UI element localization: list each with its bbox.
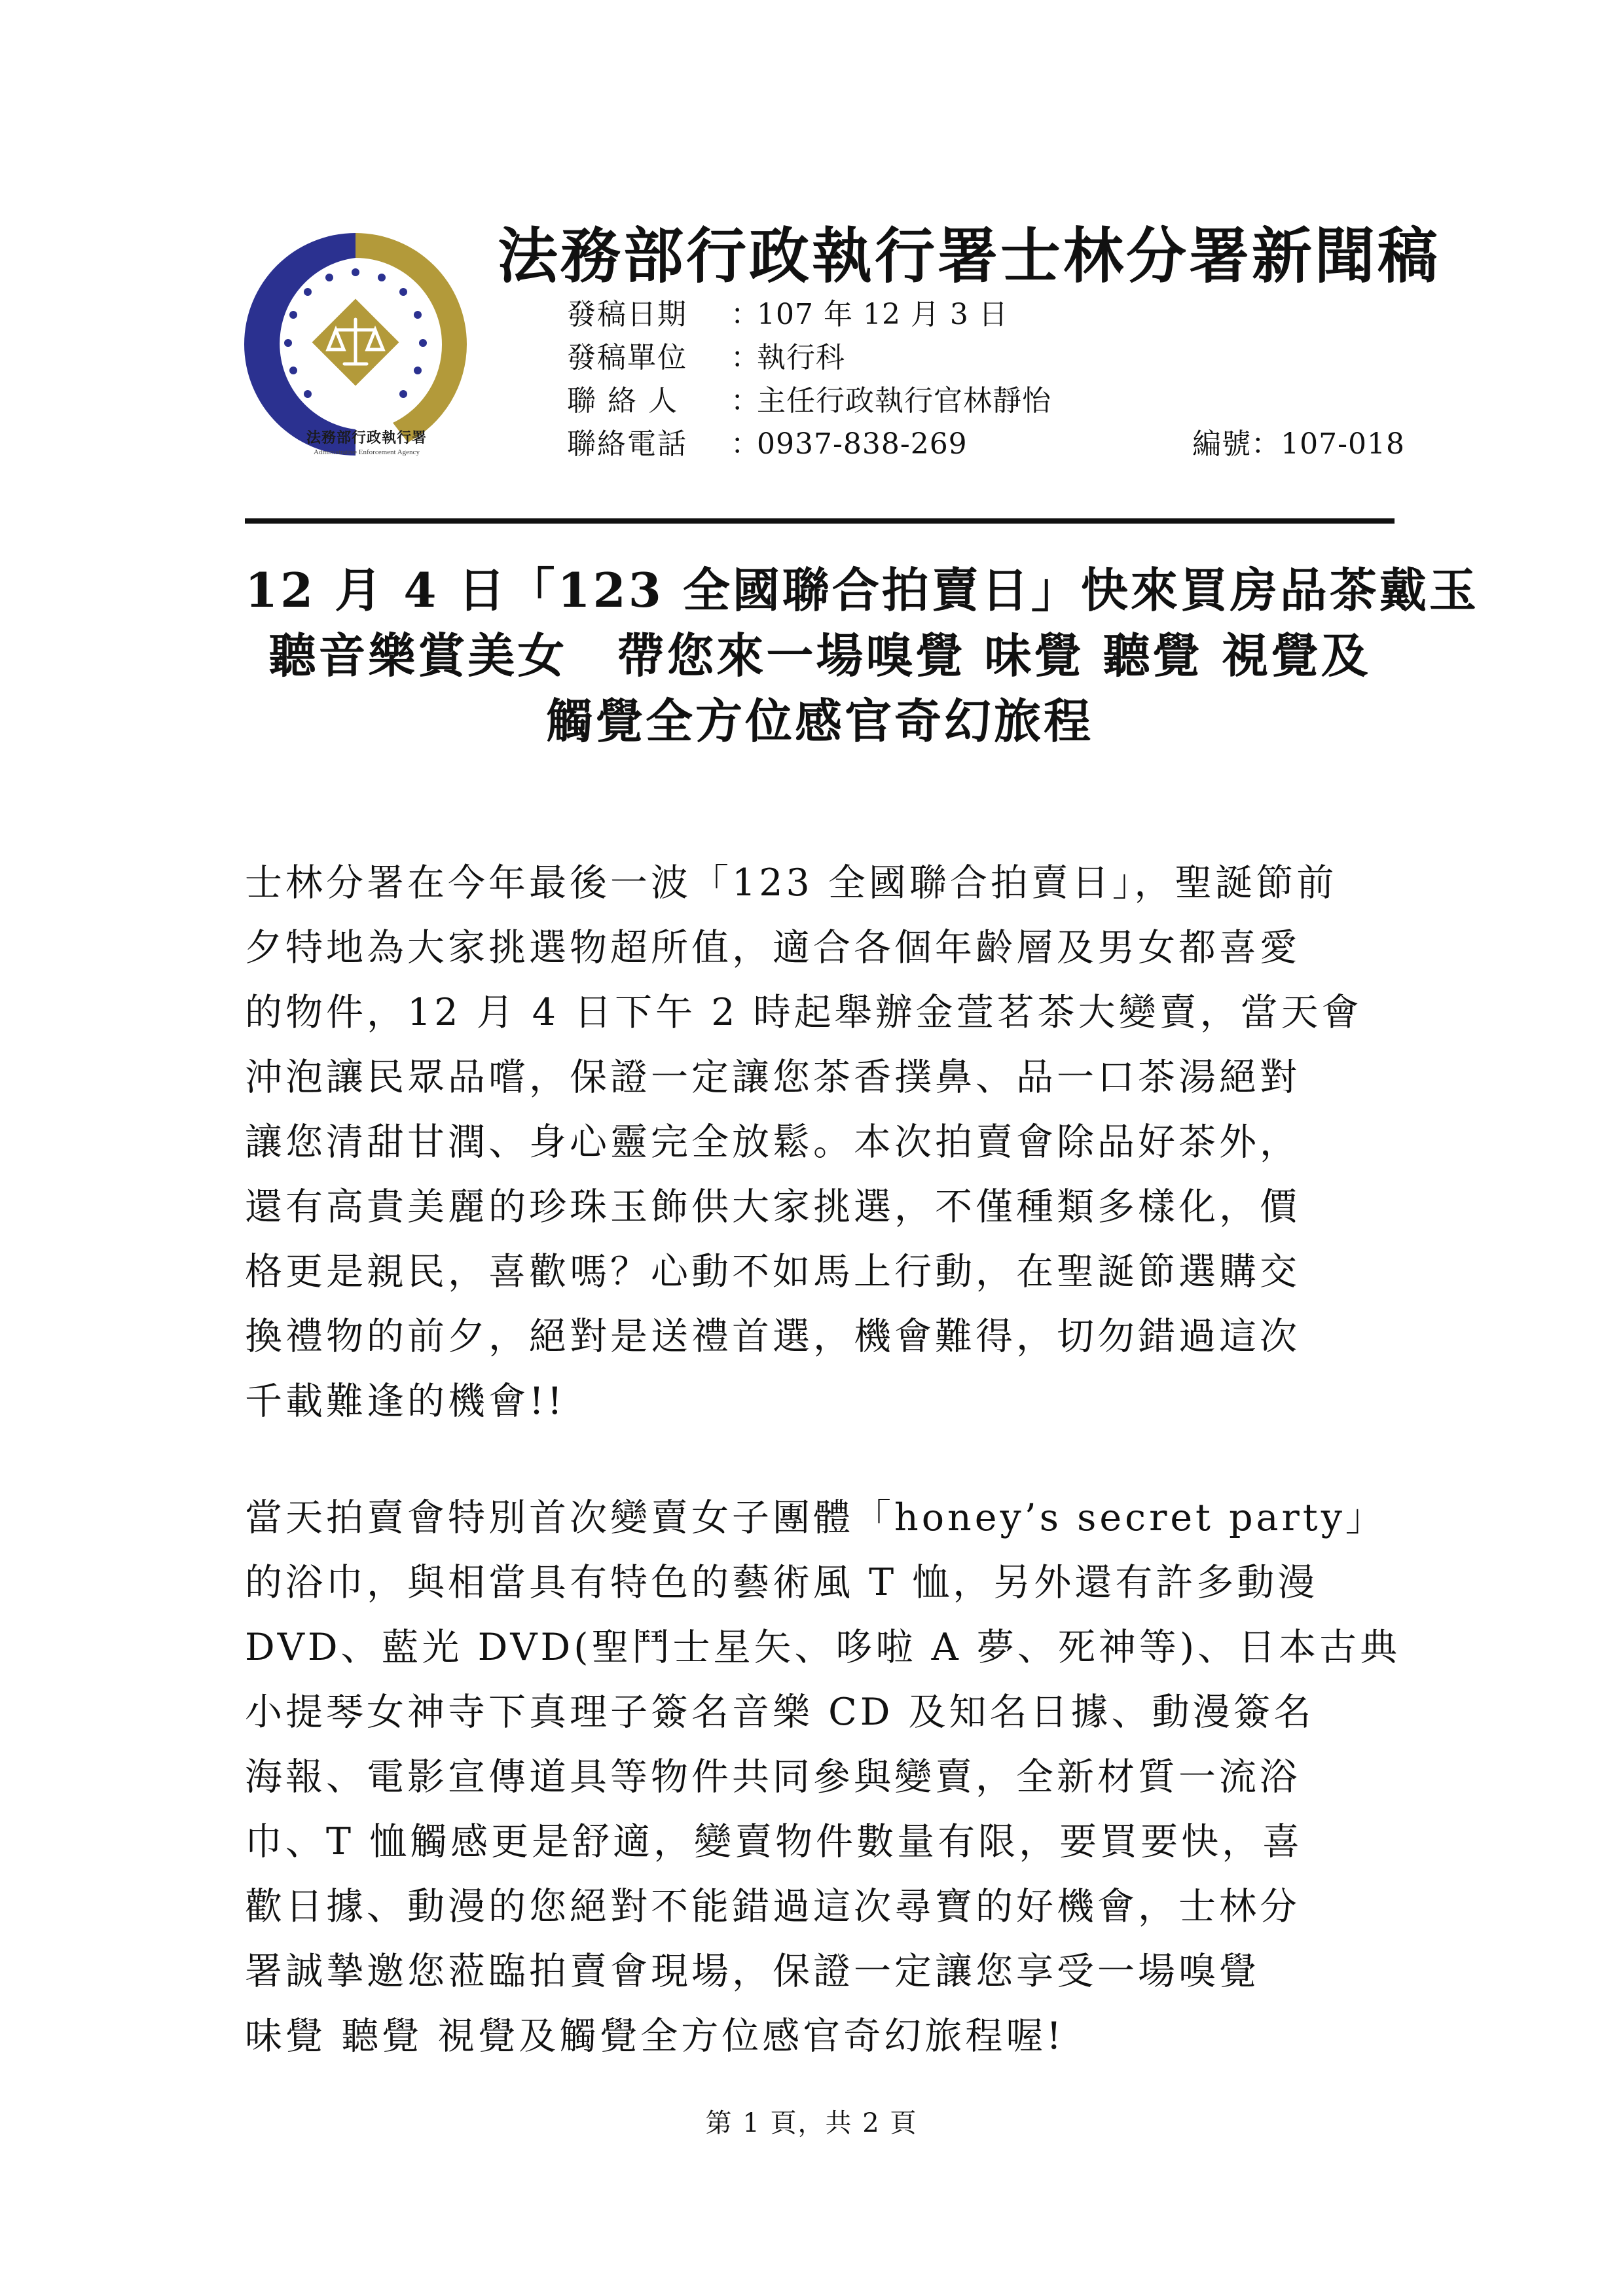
headline xyxy=(245,558,1479,754)
header-divider xyxy=(245,518,1395,524)
body-line: 夕特地為大家挑選物超所值，適合各個年齡層及男女都喜愛 xyxy=(245,926,1300,969)
meta-release-unit xyxy=(567,336,1405,380)
body-line: 沖泡讓民眾品嚐，保證一定讓您茶香撲鼻、品一口茶湯絕對 xyxy=(245,1056,1300,1099)
logo-caption xyxy=(275,427,458,456)
meta-label: 聯絡電話 xyxy=(567,427,687,461)
headline-line: 聽音樂賞美女 帶您來一場嗅覺 味覺 聽覺 視覺及 xyxy=(268,628,1371,683)
body-line: 海報、電影宣傳道具等物件共同參與變賣，全新材質一流浴 xyxy=(245,1755,1300,1799)
body-line: 格更是親民，喜歡嗎？心動不如馬上行動，在聖誕節選購交 xyxy=(245,1250,1300,1293)
meta-label: 發稿日期 xyxy=(567,298,687,331)
logo-caption-en: Administrative Enforcement Agency xyxy=(314,448,420,456)
body-line: 的物件，12 月 4 日下午 2 時起舉辦金萱茗茶大變賣，當天會 xyxy=(245,991,1362,1034)
meta-value: 107 年 12 月 3 日 xyxy=(757,298,1008,331)
meta-separator: ： xyxy=(731,298,759,331)
body-line: 當天拍賣會特別首次變賣女子團體「honey’s secret party」 xyxy=(245,1496,1386,1539)
serial-number xyxy=(1192,423,1405,466)
body-line: 巾、T 恤觸感更是舒適，變賣物件數量有限，要買要快，喜 xyxy=(245,1820,1304,1863)
headline-line: 12 月 4 日「123 全國聯合拍賣日」快來買房品茶戴玉 xyxy=(245,562,1479,618)
page-number: 第 1 頁，共 2 頁 xyxy=(705,2108,918,2138)
meta-value: 執行科 xyxy=(757,341,845,374)
body-line: 千載難逢的機會!! xyxy=(245,1380,566,1423)
meta-separator: ： xyxy=(731,384,759,418)
page-title: 法務部行政執行署士林分署新聞稿 xyxy=(498,221,1441,291)
body-line: 的浴巾，與相當具有特色的藝術風 T 恤，另外還有許多動漫 xyxy=(245,1561,1319,1604)
body-line: 士林分署在今年最後一波「123 全國聯合拍賣日」，聖誕節前 xyxy=(245,861,1338,905)
meta-release-date xyxy=(567,293,1405,336)
body-paragraph-1 xyxy=(245,851,1384,1434)
logo-caption-zh: 法務部行政執行署 xyxy=(306,429,427,446)
meta-contact-phone xyxy=(567,423,1405,466)
serial-label: 編號 xyxy=(1192,427,1252,461)
body-line: DVD、藍光 DVD(聖鬥士星矢、哆啦 A 夢、死神等)、日本古典 xyxy=(245,1626,1401,1669)
meta-separator: ： xyxy=(731,427,759,461)
meta-label: 發稿單位 xyxy=(567,341,687,374)
meta-label: 聯 絡 人 xyxy=(567,384,678,418)
meta-contact-person xyxy=(567,380,1405,423)
body-line: 小提琴女神寺下真理子簽名音樂 CD 及知名日據、動漫簽名 xyxy=(245,1691,1315,1734)
body-line: 換禮物的前夕，絕對是送禮首選，機會難得，切勿錯過這次 xyxy=(245,1315,1300,1358)
body-line: 味覺 聽覺 視覺及觸覺全方位感官奇幻旅程喔! xyxy=(245,2015,1065,2058)
serial-value: 107-018 xyxy=(1281,427,1405,461)
press-meta xyxy=(567,293,1405,466)
meta-separator: ： xyxy=(731,341,759,374)
body-line: 讓您清甜甘潤、身心靈完全放鬆。本次拍賣會除品好茶外， xyxy=(245,1121,1300,1164)
body-paragraph-2 xyxy=(245,1486,1401,2069)
serial-separator: ： xyxy=(1251,427,1281,461)
headline-line: 觸覺全方位感官奇幻旅程 xyxy=(545,693,1093,749)
meta-value: 0937-838-269 xyxy=(757,427,968,461)
meta-value: 主任行政執行官林靜怡 xyxy=(757,384,1051,418)
body-line: 還有高貴美麗的珍珠玉飾供大家挑選，不僅種類多樣化，價 xyxy=(245,1185,1300,1229)
body-line: 署誠摯邀您蒞臨拍賣會現場，保證一定讓您享受一場嗅覺 xyxy=(245,1950,1260,1993)
body-line: 歡日據、動漫的您絕對不能錯過這次尋寶的好機會，士林分 xyxy=(245,1885,1300,1928)
